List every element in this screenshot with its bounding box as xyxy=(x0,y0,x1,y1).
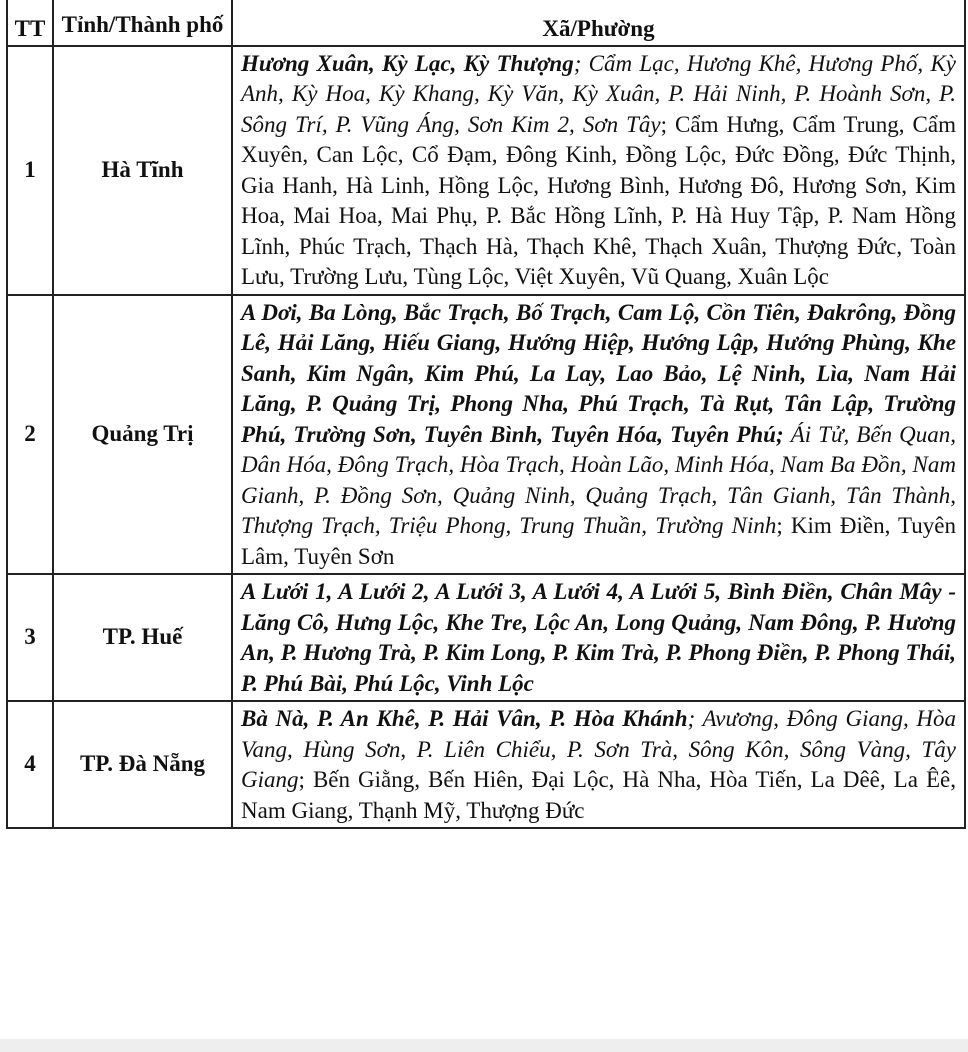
row-number: 2 xyxy=(7,295,53,575)
viewer-bottom-bar xyxy=(0,1039,968,1052)
ward-group-regular: Cẩm Hưng, Cẩm Trung, Cẩm Xuyên, Can Lộc, Cổ Đạm, Đông Kinh, Đồng Lộc, Đức Đồng, Đức Thịnh, Gia Hanh, Hà Linh, Hồng Lộc, Hương Bình, Hương Đô, Hương Sơn, Kim Hoa, Mai Hoa, Mai Phụ, P. Bắc Hồng Lĩnh, P. Hà Huy Tập, P. Nam Hồng Lĩnh, Phúc Trạch, Thạch Hà, Thạch Khê, Thạch Xuân, Thượng Đức, Toàn Lưu, Trường Lưu, Tùng Lộc, Việt Xuyên, Vũ Quang, Xuân Lộc xyxy=(241,111,956,289)
row-number: 1 xyxy=(7,46,53,295)
province-name: TP. Huế xyxy=(53,574,232,701)
province-name: TP. Đà Nẵng xyxy=(53,701,232,828)
province-name: Quảng Trị xyxy=(53,295,232,575)
row-number: 4 xyxy=(7,701,53,828)
ward-separator: ; xyxy=(687,706,696,731)
ward-group-bold-italic: Bà Nà, P. An Khê, P. Hải Vân, P. Hòa Khánh xyxy=(241,706,688,731)
ward-separator: ; xyxy=(660,111,668,137)
ward-group-italic: Ái Tử, Bến Quan, Dân Hóa, Đông Trạch, Hòa Trạch, Hoàn Lão, Minh Hóa, Nam Ba Đồn, Nam Gianh, P. Đồng Sơn, Quảng Ninh, Quảng Trạch, Tân Gianh, Tân Thành, Thượng Trạch, Triệu Phong, Trung Thuần, Trường Ninh xyxy=(241,421,956,538)
ward-group-regular: Bến Giằng, Bến Hiên, Đại Lộc, Hà Nha, Hòa Tiến, La Dêê, La Êê, Nam Giang, Thạnh Mỹ, Thượng Đức xyxy=(241,767,956,823)
ward-list xyxy=(232,46,965,295)
ward-list xyxy=(232,295,965,575)
ward-group-bold-italic: A Lưới 1, A Lưới 2, A Lưới 3, A Lưới 4, A Lưới 5, Bình Điền, Chân Mây - Lăng Cô, Hưng Lộc, Khe Tre, Lộc An, Long Quảng, Nam Đông, P. Hương An, P. Hương Trà, P. Kim Long, P. Kim Trà, P. Phong Điền, P. Phong Thái, P. Phú Bài, Phú Lộc, Vinh Lộc xyxy=(241,579,956,696)
ward-group-regular: Kim Điền, Tuyên Lâm, Tuyên Sơn xyxy=(241,513,956,569)
header-tt: TT xyxy=(7,0,53,46)
ward-group-bold-italic: Hương Xuân, Kỳ Lạc, Kỳ Thượng xyxy=(241,50,574,76)
table-row xyxy=(7,701,965,828)
ward-group-italic: Avương, Đông Giang, Hòa Vang, Hùng Sơn, P. Liên Chiểu, P. Sơn Trà, Sông Kôn, Sông Vàng, Tây Giang xyxy=(241,706,956,792)
ward-group-italic: Cẩm Lạc, Hương Khê, Hương Phố, Kỳ Anh, Kỳ Hoa, Kỳ Khang, Kỳ Văn, Kỳ Xuân, P. Hải Ninh, P. Hoành Sơn, P. Sông Trí, P. Vũng Áng, Sơn Kim 2, Sơn Tây xyxy=(241,50,956,137)
table-header-row xyxy=(7,0,965,46)
ward-separator: ; xyxy=(573,50,582,76)
wards-table xyxy=(6,0,966,829)
ward-list xyxy=(232,574,965,701)
ward-separator: ; xyxy=(298,767,305,792)
table-row xyxy=(7,574,965,701)
ward-separator: ; xyxy=(776,513,783,538)
row-number: 3 xyxy=(7,574,53,701)
ward-group-bold-italic: A Dơi, Ba Lòng, Bắc Trạch, Bố Trạch, Cam Lộ, Cồn Tiên, Đakrông, Đồng Lê, Hải Lăng, Hiếu Giang, Hướng Hiệp, Hướng Lập, Hướng Phùng, Khe Sanh, Kim Ngân, Kim Phú, La Lay, Lao Bảo, Lệ Ninh, Lìa, Nam Hải Lăng, P. Quảng Trị, Phong Nha, Phú Trạch, Tà Rụt, Tân Lập, Trường Phú, Trường Sơn, Tuyên Bình, Tuyên Hóa, Tuyên Phú xyxy=(241,299,956,447)
ward-list xyxy=(232,701,965,828)
table-row xyxy=(7,295,965,575)
ward-separator: ; xyxy=(775,421,784,447)
table-row xyxy=(7,46,965,295)
header-wards: Xã/Phường xyxy=(232,0,965,46)
header-province: Tỉnh/Thành phố xyxy=(53,0,232,46)
province-name: Hà Tĩnh xyxy=(53,46,232,295)
